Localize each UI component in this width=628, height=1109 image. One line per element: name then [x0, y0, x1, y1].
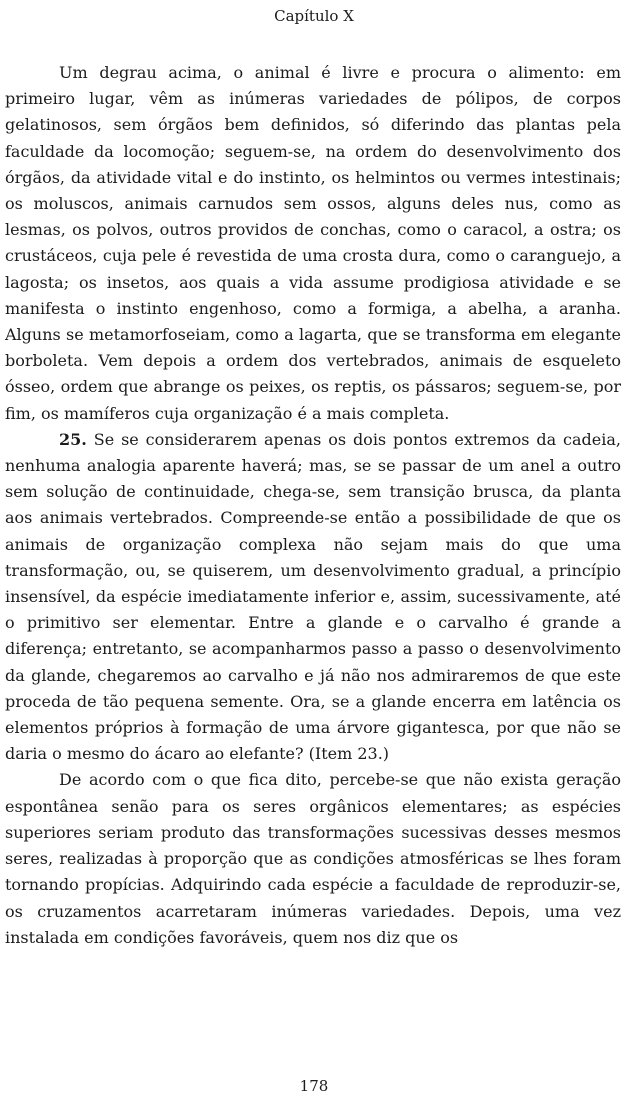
paragraph-item-25-text: Se se considerarem apenas os dois pontos extremos da cadeia, nenhuma analogia aparente haverá; mas, se se passar de um anel a outro sem solução de continuidade, chega-se, sem transição brusca, da planta aos animais vertebrados. Compreende-se então a possibilidade de que os animais de organização complexa não sejam mais do que uma transformação, ou, se quiserem, um desenvolvimento gradual, a princípio insensível, da espécie imediatamente inferior e, assim, sucessivamente, até o primitivo ser elementar. Entre a glande e o carvalho é grande a diferença; entretanto, se acompanharmos passo a passo o desenvolvimento da glande, chegaremos ao carvalho e já não nos admiraremos de que este proceda de tão pequena semente. Ora, se a glande encerra em latência os elementos próprios à formação de uma árvore gigantesca, por que não se daria o mesmo do ácaro ao elefante? (Item 23.)	[5, 429, 621, 764]
page-number: 178	[299, 1077, 329, 1095]
paragraph-item-25	[5, 427, 621, 768]
item-number: 25.	[59, 429, 87, 449]
paragraph-spontaneous-generation: De acordo com o que fica dito, percebe-se que não exista geração espontânea senão para os seres orgânicos elementares; as espécies superiores seriam produto das transformações sucessivas desses mesmos seres, realizadas à proporção que as condições atmosféricas se lhes foram tornando propícias. Adquirindo cada espécie a faculdade de reproduzir-se, os cruzamentos acarretaram inúmeras variedades. Depois, uma vez instalada em condições favoráveis, quem nos diz que os	[5, 770, 621, 947]
running-head-chapter-title: Capítulo X	[274, 7, 354, 25]
body-text	[5, 60, 621, 951]
paragraph-animal-kingdom: Um degrau acima, o animal é livre e procura o alimento: em primeiro lugar, vêm as inúmeras variedades de pólipos, de corpos gelatinosos, sem órgãos bem definidos, só diferindo das plantas pela faculdade da locomoção; seguem-se, na ordem do desenvolvimento dos órgãos, da atividade vital e do instinto, os helmintos ou vermes intestinais; os moluscos, animais carnudos sem ossos, alguns deles nus, como as lesmas, os polvos, outros providos de conchas, como o caracol, a ostra; os crustáceos, cuja pele é revestida de uma crosta dura, como o caranguejo, a lagosta; os insetos, aos quais a vida assume prodigiosa atividade e se manifesta o instinto engenhoso, como a formiga, a abelha, a aranha. Alguns se metamorfoseiam, como a lagarta, que se transforma em elegante borboleta. Vem depois a ordem dos vertebrados, animais de esqueleto ósseo, ordem que abrange os peixes, os reptis, os pássaros; seguem-se, por fim, os mamíferos cuja organização é a mais completa.	[5, 63, 621, 423]
